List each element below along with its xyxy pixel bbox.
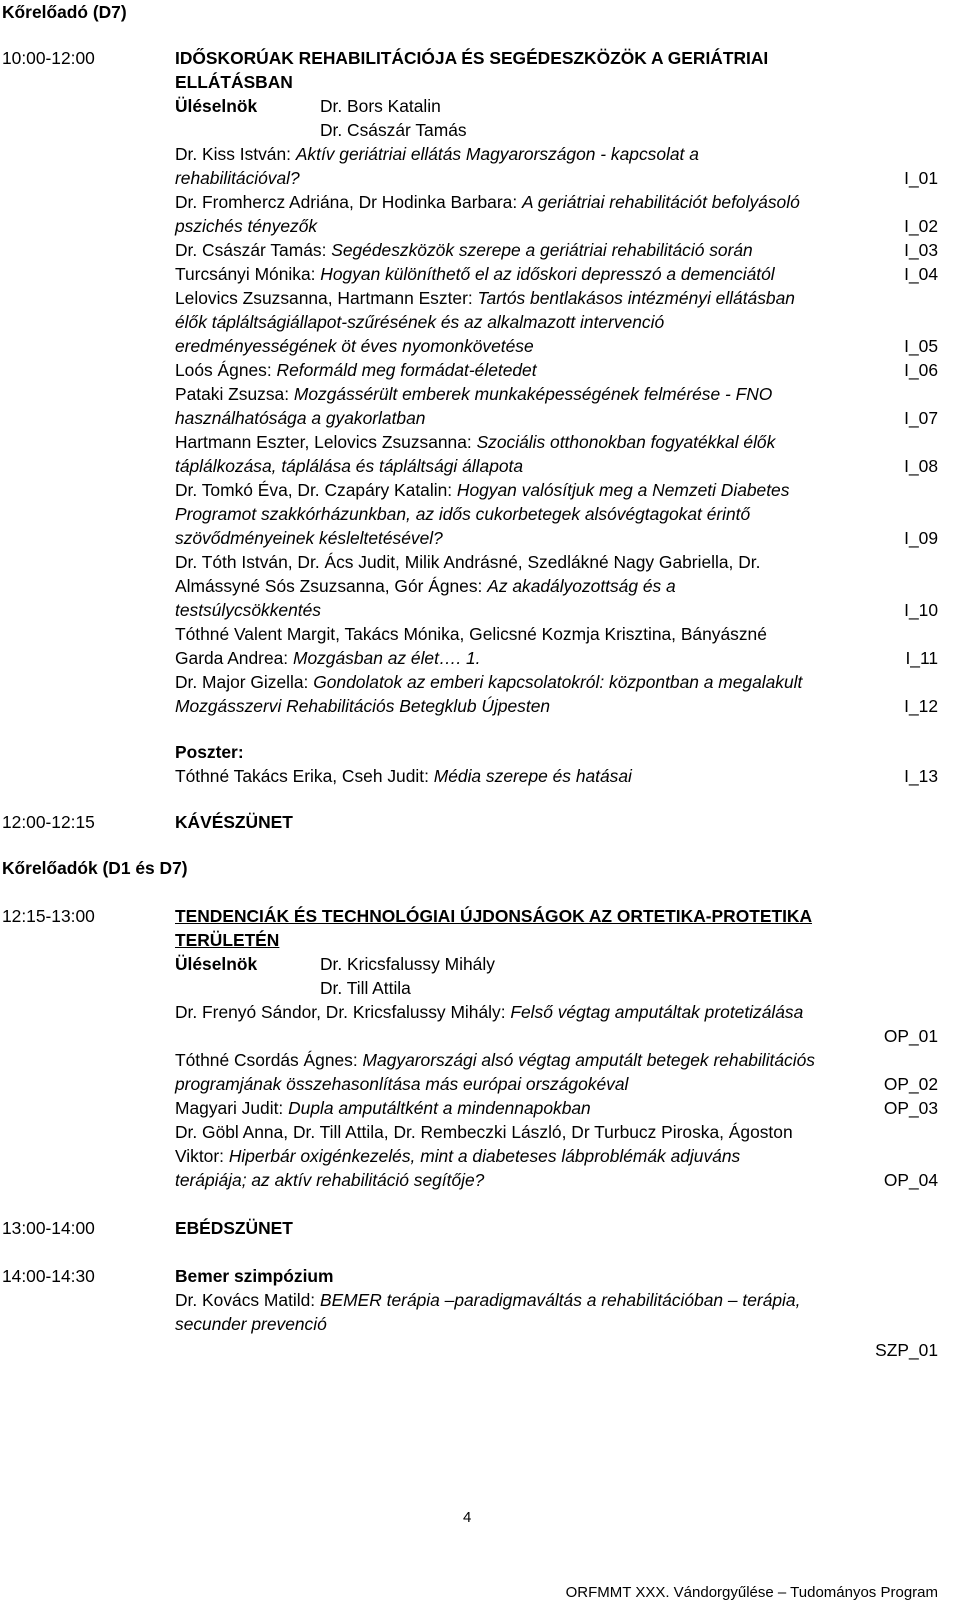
talk-authors: Garda Andrea: xyxy=(175,648,293,668)
session-time: 12:15-13:00 xyxy=(2,906,95,926)
chair-name: Dr. Kricsfalussy Mihály xyxy=(320,954,495,974)
talk-line xyxy=(175,360,537,380)
talk-title: Hogyan különíthető el az időskori depresszó a demenciától xyxy=(320,264,775,284)
talk-title: Reformáld meg formádat-életedet xyxy=(276,360,537,380)
talk-authors: Dr. Frenyó Sándor, Dr. Kricsfalussy Mihály: xyxy=(175,1002,511,1022)
talk-title-cont: Mozgásszervi Rehabilitációs Betegklub Újpesten xyxy=(175,696,551,716)
talk-line xyxy=(175,648,481,668)
talk-authors: Turcsányi Mónika: xyxy=(175,264,321,284)
talk-authors: Dr. Tóth István, Dr. Ács Judit, Milik Andrásné, Szedlákné Nagy Gabriella, Dr. xyxy=(175,552,761,572)
talk-authors: Loós Ágnes: xyxy=(175,360,277,380)
talk-title-cont: élők tápláltságiállapot-szűrésének és az alkalmazott intervenció xyxy=(175,312,665,332)
talk-authors: Dr. Császár Tamás: xyxy=(175,240,332,260)
talk-code: I_11 xyxy=(905,648,938,668)
talk-title: Gondolatok az emberi kapcsolatokról: központban a megalakult xyxy=(313,672,803,692)
talk-authors: Dr. Kovács Matild: xyxy=(175,1290,320,1310)
section-heading-d7: Kőrelőadó (D7) xyxy=(2,2,127,22)
talk-title: Hiperbár oxigénkezelés, mint a diabeteses lábproblémák adjuváns xyxy=(228,1146,741,1166)
chairs-label: Üléselnök xyxy=(175,954,258,974)
talk-line xyxy=(175,766,632,786)
talk-line xyxy=(175,1050,815,1070)
talk-authors: Lelovics Zsuzsanna, Hartmann Eszter: xyxy=(175,288,478,308)
talk-code: I_12 xyxy=(904,696,938,716)
talk-code: I_07 xyxy=(904,408,938,428)
talk-line xyxy=(175,264,775,284)
talk-title-cont: programjának összehasonlítása más európai országokéval xyxy=(175,1074,629,1094)
talk-code: I_10 xyxy=(904,600,938,620)
talk-title: Mozgásban az élet…. 1. xyxy=(292,648,481,668)
talk-title: Tartós bentlakásos intézményi ellátásban xyxy=(477,288,795,308)
talk-title-cont: terápiája; az aktív rehabilitáció segítője? xyxy=(175,1170,485,1190)
talk-title-cont: testsúlycsökkentés xyxy=(175,600,321,620)
talk-title: Dupla amputáltként a mindennapokban xyxy=(288,1098,591,1118)
talk-line xyxy=(175,240,753,260)
talk-code: OP_02 xyxy=(883,1074,938,1094)
talk-title-cont: Programot szakkórházunkban, az idős cukorbetegek alsóvégtagokat érintő xyxy=(175,504,751,524)
talk-code: I_06 xyxy=(904,360,938,380)
talk-code: I_04 xyxy=(904,264,938,284)
page-number: 4 xyxy=(463,1509,472,1526)
poster-label: Poszter: xyxy=(175,742,244,762)
session-title: TENDENCIÁK ÉS TECHNOLÓGIAI ÚJDONSÁGOK AZ ORTETIKA-PROTETIKA xyxy=(175,906,813,926)
talk-authors: Magyari Judit: xyxy=(175,1098,289,1118)
session-title: Bemer szimpózium xyxy=(175,1266,334,1286)
talk-title: Hogyan valósítjuk meg a Nemzeti Diabetes xyxy=(456,480,790,500)
talk-title: Magyarországi alsó végtag amputált betegek rehabilitációs xyxy=(362,1050,815,1070)
talk-line xyxy=(175,480,789,500)
talk-title-cont: pszichés tényezők xyxy=(175,216,318,236)
talk-code: I_05 xyxy=(904,336,938,356)
talk-code: I_02 xyxy=(904,216,938,236)
chair-name: Dr. Bors Katalin xyxy=(320,96,441,116)
session-time: 10:00-12:00 xyxy=(2,48,95,68)
talk-line xyxy=(175,1098,591,1118)
talk-code: I_01 xyxy=(904,168,938,188)
talk-title-cont: táplálkozása, táplálása és tápláltsági állapota xyxy=(175,456,524,476)
talk-authors: Pataki Zsuzsa: xyxy=(175,384,294,404)
talk-line xyxy=(175,672,802,692)
talk-code: OP_04 xyxy=(883,1170,938,1190)
chair-name: Dr. Császár Tamás xyxy=(320,120,467,140)
talk-authors: Viktor: xyxy=(175,1146,229,1166)
talk-code: OP_03 xyxy=(883,1098,938,1118)
talk-line xyxy=(175,288,795,308)
talk-title: Az akadályozottság és a xyxy=(487,576,676,596)
talk-authors: Dr. Tomkó Éva, Dr. Czapáry Katalin: xyxy=(175,480,457,500)
break-time: 12:00-12:15 xyxy=(2,812,95,832)
talk-authors: Tóthné Csordás Ágnes: xyxy=(175,1050,363,1070)
talk-code: I_09 xyxy=(904,528,938,548)
talk-title-cont: szövődményeinek késleltetésével? xyxy=(175,528,443,548)
talk-authors: Dr. Fromhercz Adriána, Dr Hodinka Barbara: xyxy=(175,192,522,212)
talk-title-cont: eredményességének öt éves nyomonkövetése xyxy=(175,336,534,356)
talk-authors: Almássyné Sós Zsuzsanna, Gór Ágnes: xyxy=(175,576,488,596)
talk-line xyxy=(175,576,676,596)
talk-code: SZP_01 xyxy=(875,1340,938,1360)
talk-code: I_08 xyxy=(904,456,938,476)
talk-line xyxy=(175,192,800,212)
break-label: EBÉDSZÜNET xyxy=(175,1218,293,1238)
session-title-cont: TERÜLETÉN xyxy=(175,930,280,950)
talk-title-cont: rehabilitációval? xyxy=(175,168,300,188)
talk-title-cont: használhatósága a gyakorlatban xyxy=(175,408,426,428)
chairs-label: Üléselnök xyxy=(175,96,258,116)
talk-title: Mozgássérült emberek munkaképességének felmérése - FNO xyxy=(293,384,773,404)
talk-authors: Dr. Göbl Anna, Dr. Till Attila, Dr. Rembeczki László, Dr Turbucz Piroska, Ágoston xyxy=(175,1122,793,1142)
talk-title: Segédeszközök szerepe a geriátriai rehabilitáció során xyxy=(331,240,753,260)
talk-title: Média szerepe és hatásai xyxy=(433,766,632,786)
talk-authors: Hartmann Eszter, Lelovics Zsuzsanna: xyxy=(175,432,477,452)
break-label: KÁVÉSZÜNET xyxy=(175,812,293,832)
talk-title: Felső végtag amputáltak protetizálása xyxy=(510,1002,804,1022)
talk-line xyxy=(175,1146,740,1166)
talk-code: OP_01 xyxy=(883,1026,938,1046)
break-time: 13:00-14:00 xyxy=(2,1218,95,1238)
talk-title: Szociális otthonokban fogyatékkal élők xyxy=(476,432,776,452)
talk-code: I_03 xyxy=(904,240,938,260)
talk-title-cont: secunder prevenció xyxy=(175,1314,327,1334)
talk-title: Aktív geriátriai ellátás Magyarországon - kapcsolat a xyxy=(295,144,699,164)
session-title-cont: ELLÁTÁSBAN xyxy=(175,72,293,92)
talk-title: BEMER terápia –paradigmaváltás a rehabilitációban – terápia, xyxy=(319,1290,801,1310)
talk-line xyxy=(175,1002,803,1022)
talk-line xyxy=(175,144,699,164)
talk-authors: Tóthné Valent Margit, Takács Mónika, Gelicsné Kozmja Krisztina, Bányászné xyxy=(175,624,767,644)
talk-code: I_13 xyxy=(904,766,938,786)
session-title: IDŐSKORÚAK REHABILITÁCIÓJA ÉS SEGÉDESZKÖZÖK A GERIÁTRIAI xyxy=(175,48,769,68)
talk-line xyxy=(175,1290,800,1310)
talk-authors: Dr. Kiss István: xyxy=(175,144,296,164)
talk-authors: Tóthné Takács Erika, Cseh Judit: xyxy=(175,766,434,786)
talk-title: A geriátriai rehabilitációt befolyásoló xyxy=(521,192,800,212)
running-footer: ORFMMT XXX. Vándorgyűlése – Tudományos Program xyxy=(565,1584,938,1601)
talk-line xyxy=(175,384,772,404)
talk-authors: Dr. Major Gizella: xyxy=(175,672,314,692)
section-heading-d1-d7: Kőrelőadók (D1 és D7) xyxy=(2,858,188,878)
session-time: 14:00-14:30 xyxy=(2,1266,95,1286)
talk-line xyxy=(175,432,775,452)
chair-name: Dr. Till Attila xyxy=(320,978,411,998)
